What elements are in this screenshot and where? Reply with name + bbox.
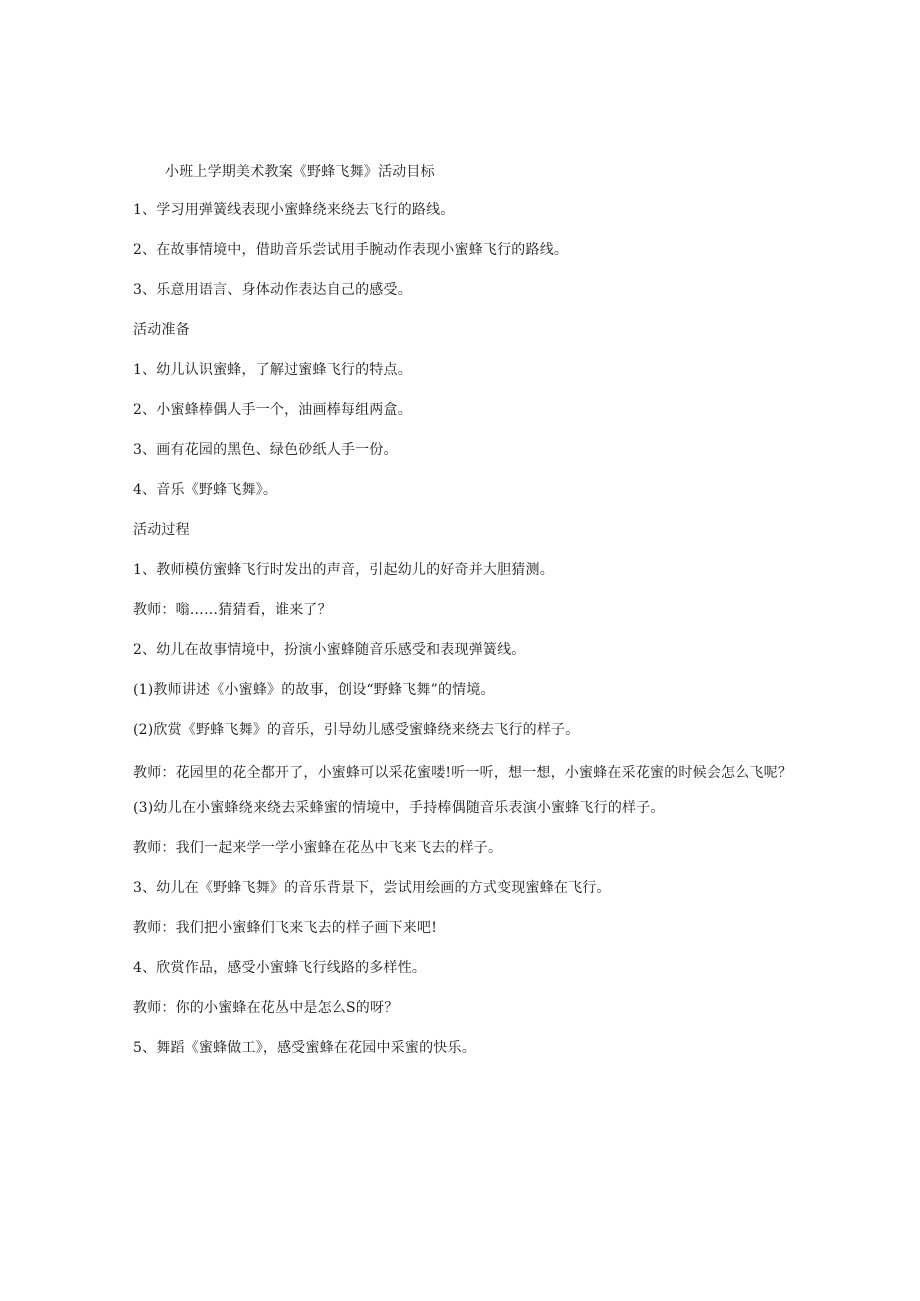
paragraph-goal-2: 2、在故事情境中，借助音乐尝试用手腕动作表现小蜜蜂飞行的路线。 (133, 242, 569, 258)
paragraph-prep-2: 2、小蜜蜂棒偶人手一个，油画棒每组两盒。 (133, 402, 412, 418)
paragraph-process-2-2: (2)欣赏《野蜂飞舞》的音乐，引导幼儿感受蜜蜂绕来绕去飞行的样子。 (133, 722, 580, 738)
paragraph-process-3: 3、幼儿在《野蜂飞舞》的音乐背景下，尝试用绘画的方式变现蜜蜂在飞行。 (133, 880, 611, 896)
paragraph-goal-3: 3、乐意用语言、身体动作表达自己的感受。 (133, 282, 412, 298)
paragraph-teacher-2: 教师：花园里的花全都开了，小蜜蜂可以采花蜜喽!听一听，想一想，小蜜蜂在采花蜜的时候会怎么飞呢？ (133, 765, 793, 781)
paragraph-prep-4: 4、音乐《野蜂飞舞》。 (133, 482, 278, 498)
paragraph-goal-1: 1、学习用弹簧线表现小蜜蜂绕来绕去飞行的路线。 (133, 202, 455, 218)
paragraph-process-4: 4、欣赏作品，感受小蜜蜂飞行线路的多样性。 (133, 960, 427, 976)
paragraph-process-2: 2、幼儿在故事情境中，扮演小蜜蜂随音乐感受和表现弹簧线。 (133, 642, 526, 658)
paragraph-prep-3: 3、画有花园的黑色、绿色砂纸人手一份。 (133, 442, 398, 458)
section-heading-preparation: 活动准备 (133, 322, 190, 338)
paragraph-process-2-3: (3)幼儿在小蜜蜂绕来绕去采蜂蜜的情境中，手持棒偶随音乐表演小蜜蜂飞行的样子。 (133, 800, 665, 816)
paragraph-process-2-1: (1)教师讲述《小蜜蜂》的故事，创设“野蜂飞舞”的情境。 (133, 682, 495, 698)
paragraph-teacher-5: 教师：你的小蜜蜂在花丛中是怎么S的呀？ (133, 1000, 399, 1016)
paragraph-prep-1: 1、幼儿认识蜜蜂，了解过蜜蜂飞行的特点。 (133, 362, 412, 378)
paragraph-teacher-3: 教师：我们一起来学一学小蜜蜂在花丛中飞来飞去的样子。 (133, 840, 503, 856)
paragraph-process-5: 5、舞蹈《蜜蜂做工》，感受蜜蜂在花园中采蜜的快乐。 (133, 1040, 476, 1056)
paragraph-teacher-4: 教师：我们把小蜜蜂们飞来飞去的样子画下来吧! (133, 920, 438, 936)
paragraph-teacher-1: 教师：嗡……猜猜看，谁来了？ (133, 602, 332, 618)
document-title: 小班上学期美术教案《野蜂飞舞》活动目标 (165, 164, 435, 180)
paragraph-process-1: 1、教师模仿蜜蜂飞行时发出的声音，引起幼儿的好奇并大胆猜测。 (133, 562, 554, 578)
section-heading-process: 活动过程 (133, 522, 190, 538)
document-body (133, 163, 793, 1079)
